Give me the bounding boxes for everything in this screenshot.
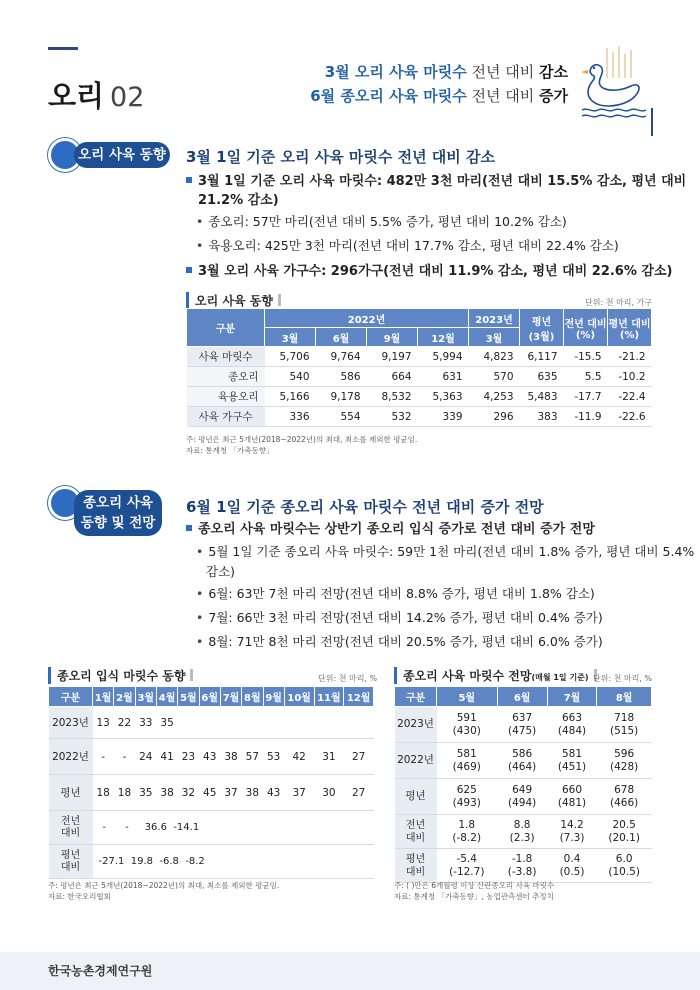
th-m: 1월 xyxy=(93,687,114,707)
table2-notes: 주: 평년은 최근 5개년(2018~2022년)의 최대, 최소를 제외한 평균임. 자료: 한국오리협회 xyxy=(48,881,280,901)
table-row: 평년 대비 -27.1 19.8 -6.8 -8.2 xyxy=(49,845,374,879)
table-row: 2023년 13 22 33 35 xyxy=(49,707,374,739)
table1-title: 오리 사육 동향 xyxy=(186,292,281,309)
th-m: 6월 xyxy=(199,687,220,707)
table3-unit: 단위: 천 마리, % xyxy=(592,674,652,683)
th-gubun: 구분 xyxy=(49,687,93,707)
th-m: 7월 xyxy=(220,687,241,707)
table-row: 종오리 540 586 664 631 570 635 5.5 -10.2 xyxy=(187,367,652,387)
table-row: 전년 대비 1.8 (-8.2) 8.8 (2.3) 14.2 (7.3) 20.5 (20.1) xyxy=(395,815,652,849)
th-jun: 6월 xyxy=(316,328,367,347)
table-row: 2023년 591 (430) 637 (475) 663 (484) 718 (515) xyxy=(395,707,652,743)
header-accent-line xyxy=(48,47,78,50)
section1-heading: 3월 1일 기준 오리 사육 마릿수 전년 대비 감소 xyxy=(186,148,495,166)
th-m: 12월 xyxy=(344,687,374,707)
page-title: 오리 02 xyxy=(48,79,145,113)
sec1-sub2: • 육용오리: 425만 3천 마리(전년 대비 17.7% 감소, 평년 대비 22.4% 감소) xyxy=(196,236,619,256)
table3-notes: 주: ( )안은 6개월령 이상 산란종오리 사육 마릿수 자료: 통계청 「가축동향」, 농업관측센터 추정치 xyxy=(394,881,555,901)
table-row: 평년 625 (493) 649 (494) 660 (481) 678 (466) xyxy=(395,779,652,815)
sec1-bullet2: 3월 오리 사육 가구수: 296가구(전년 대비 11.9% 감소, 평년 대비 22.6% 감소) xyxy=(186,262,672,282)
header-summary: 3월 오리 사육 마릿수 전년 대비 감소 6월 종오리 사육 마릿수 전년 대비 증가 xyxy=(310,63,568,105)
th-m: 10월 xyxy=(284,687,314,707)
th-mar-2023: 3월 xyxy=(469,328,520,347)
th-yoy: 전년 대비 (%) xyxy=(564,309,608,347)
breeder-forecast-table xyxy=(394,686,652,883)
table-row: 2022년 581 (469) 586 (464) 581 (451) 596 (428) xyxy=(395,743,652,779)
sec2-bullet1: 종오리 사육 마릿수는 상반기 종오리 입식 증가로 전년 대비 증가 전망 xyxy=(186,520,595,540)
table-row: 사육 마릿수 5,706 9,764 9,197 5,994 4,823 6,117 -15.5 -21.2 xyxy=(187,347,652,367)
table-row: 전년 대비 - - 36.6 -14.1 xyxy=(49,811,374,845)
table-row: 사육 가구수 336 554 532 339 296 383 -11.9 -22.6 xyxy=(187,407,652,427)
table-row: 2022년 - - 24 41 23 43 38 57 53 42 31 27 xyxy=(49,739,374,775)
th-2022: 2022년 xyxy=(265,309,469,328)
table-row: 평년 대비 -5.4 (-12.7) -1.8 (-3.8) 0.4 (0.5) 6.0 (10.5) xyxy=(395,849,652,883)
table2-unit: 단위: 천 마리, % xyxy=(318,674,378,683)
sec1-bullet1-cont: 21.2% 감소) xyxy=(198,193,279,208)
sec2-sub2: • 6월: 63만 7천 마리 전망(전년 대비 8.8% 증가, 평년 대비 1.8% 감소) xyxy=(196,584,595,604)
sec2-sub1: • 5월 1일 기준 종오리 사육 마릿수: 59만 1천 마리(전년 대비 1.8% 증가, 평년 대비 5.4% xyxy=(196,542,694,562)
th-m: 11월 xyxy=(314,687,344,707)
header-divider xyxy=(651,108,653,136)
table-row: 육용오리 5,166 9,178 8,532 5,363 4,253 5,483 -17.7 -22.4 xyxy=(187,387,652,407)
table-row: 평년 18 18 35 38 32 45 37 38 43 37 30 27 xyxy=(49,775,374,811)
duck-trend-table xyxy=(186,308,652,427)
section-badge-duck-trend: 오리 사육 동향 xyxy=(74,142,170,168)
sec1-bullet1: 3월 1일 기준 오리 사육 마릿수: 482만 3천 마리(전년 대비 15.5% 감소, 평년 대비 xyxy=(186,172,686,192)
th-m: 3월 xyxy=(135,687,156,707)
table3-title: 종오리 사육 마릿수 전망(매월 1일 기준) xyxy=(394,667,597,684)
page-footer xyxy=(0,952,700,990)
sec2-sub4: • 8월: 71만 8천 마리 전망(전년 대비 20.5% 증가, 평년 대비 6.0% 증가) xyxy=(196,632,603,652)
th-m: 4월 xyxy=(156,687,177,707)
table2-title: 종오리 입식 마릿수 동향 xyxy=(48,667,193,684)
th-jul: 7월 xyxy=(547,687,597,707)
th-m: 9월 xyxy=(263,687,284,707)
th-sep: 9월 xyxy=(367,328,418,347)
th-aug: 8월 xyxy=(597,687,652,707)
th-gubun: 구분 xyxy=(395,687,437,707)
th-mar: 3월 xyxy=(265,328,316,347)
duck-illustration xyxy=(578,46,654,122)
sec2-sub1-cont: 감소) xyxy=(206,564,236,579)
th-m: 8월 xyxy=(242,687,263,707)
sec2-sub3: • 7월: 66만 3천 마리 전망(전년 대비 14.2% 증가, 평년 대비 0.4% 증가) xyxy=(196,608,603,628)
th-jun: 6월 xyxy=(497,687,547,707)
section-badge-breeder: 종오리 사육 동향 및 전망 xyxy=(74,490,162,536)
table1-unit: 단위: 천 마리, 가구 xyxy=(585,298,652,307)
th-avg: 평년 (3월) xyxy=(520,309,564,347)
section2-heading: 6월 1일 기준 종오리 사육 마릿수 전년 대비 증가 전망 xyxy=(186,498,544,516)
th-m: 5월 xyxy=(178,687,199,707)
th-vs-avg: 평년 대비 (%) xyxy=(608,309,652,347)
th-dec: 12월 xyxy=(418,328,469,347)
table1-notes: 주: 평년은 최근 5개년(2018~2022년)의 최대, 최소를 제외한 평균임. 자료: 통계청 「가축동향」 xyxy=(186,435,418,455)
th-2023: 2023년 xyxy=(469,309,520,328)
footer-org: 한국농촌경제연구원 xyxy=(48,964,153,978)
sec1-sub1: • 종오리: 57만 마리(전년 대비 5.5% 증가, 평년 대비 10.2% 감소) xyxy=(196,212,567,232)
th-m: 2월 xyxy=(114,687,135,707)
th-category: 구분 xyxy=(187,309,265,347)
th-may: 5월 xyxy=(437,687,498,707)
breeder-stocking-table xyxy=(48,686,374,879)
